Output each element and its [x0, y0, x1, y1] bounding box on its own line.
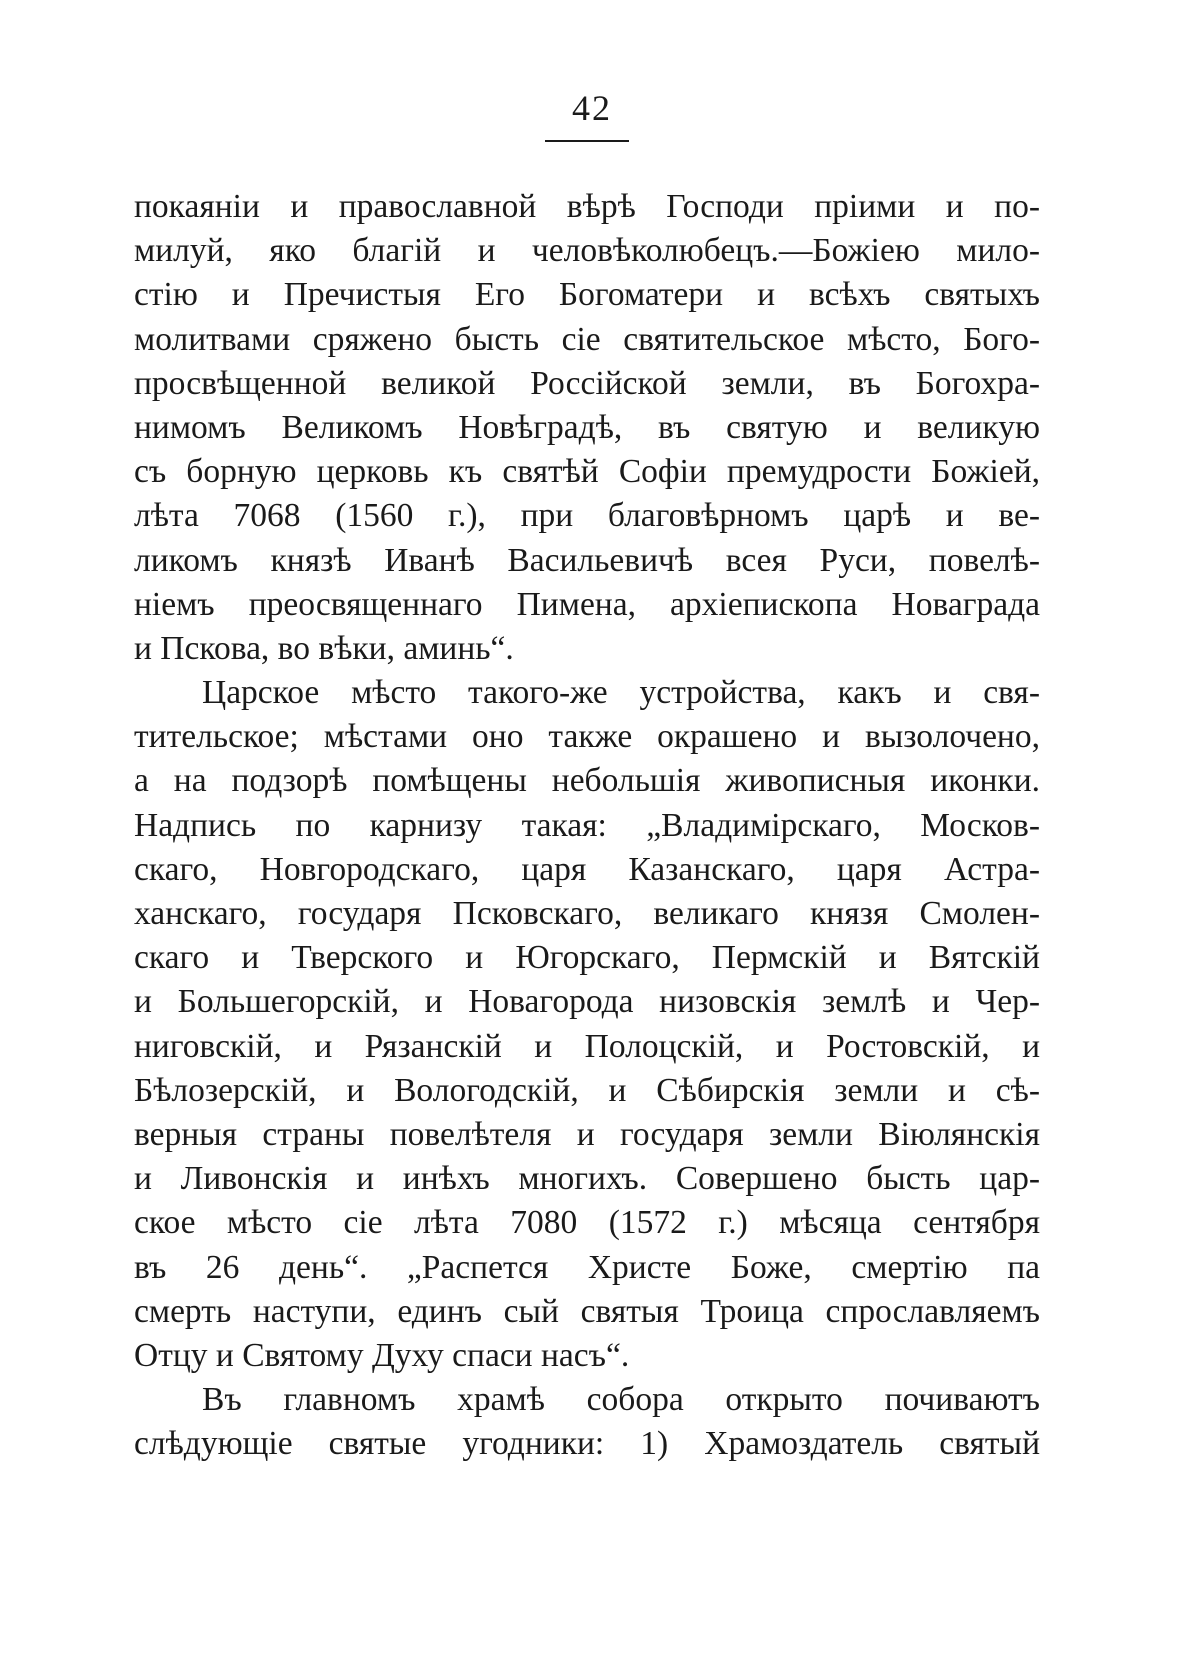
text-line: ніемъ преосвященнаго Пимена, архіепископа Новаграда: [134, 585, 1040, 623]
body-text: [134, 185, 1040, 1466]
text-line: тительское; мѣстами оно также окрашено и вызолочено,: [134, 718, 1040, 756]
page-number: 42: [572, 88, 612, 128]
text-line: Отцу и Святому Духу спаси насъ“.: [134, 1336, 630, 1374]
text-line: съ борную церковь къ святѣй Софіи премудрости Божіей,: [134, 453, 1040, 491]
text-line: скаго и Тверского и Югорскаго, Пермскій и Вятскій: [134, 939, 1040, 977]
text-line: въ 26 день“. „Распется Христе Боже, смертію па: [134, 1248, 1040, 1286]
text-line: лѣта 7068 (1560 г.), при благовѣрномъ царѣ и ве-: [134, 497, 1040, 535]
text-line: ханскаго, государя Псковскаго, великаго князя Смолен-: [134, 895, 1040, 932]
text-line: милуй, яко благій и человѣколюбецъ.—Божіею мило-: [134, 232, 1040, 270]
paragraph: [134, 185, 1040, 671]
text-line: Царское мѣсто такого-же устройства, какъ и свя-: [202, 674, 1040, 712]
text-line: Бѣлозерскій, и Вологодскій, и Сѣбирскія земли и сѣ-: [134, 1071, 1040, 1109]
text-line: ниговскій, и Рязанскій и Полоцскій, и Ростовскій, и: [134, 1027, 1040, 1065]
text-line: верныя страны повелѣтеля и государя земли Віюлянскія: [134, 1115, 1040, 1153]
paragraph: [134, 1378, 1040, 1466]
text-line: молитвами сряжено бысть сіе святительское мѣсто, Бого-: [134, 320, 1040, 358]
text-line: стію и Пречистыя Его Богоматери и всѣхъ святыхъ: [134, 276, 1040, 314]
text-line: ликомъ князѣ Иванѣ Васильевичѣ всея Руси, повелѣ-: [134, 541, 1040, 579]
text-line: Въ главномъ храмѣ собора открыто почиваютъ: [202, 1381, 1040, 1419]
text-line: скаго, Новгородскаго, царя Казанскаго, царя Астра-: [134, 850, 1040, 888]
text-line: ское мѣсто сіе лѣта 7080 (1572 г.) мѣсяца сентября: [134, 1204, 1040, 1242]
text-line: нимомъ Великомъ Новѣградѣ, въ святую и великую: [134, 408, 1040, 446]
text-line: и Большегорскій, и Новагорода низовскія землѣ и Чер-: [134, 983, 1040, 1021]
text-line: Надпись по карнизу такая: „Владимірскаго, Москов-: [134, 806, 1040, 844]
text-line: слѣдующіе святые угодники: 1) Храмоздатель святый: [134, 1425, 1040, 1463]
text-line: просвѣщенной великой Россійской земли, въ Богохра-: [134, 364, 1040, 402]
text-line: и Пскова, во вѣки, аминь“.: [134, 629, 514, 667]
text-line: покаяніи и православной вѣрѣ Господи пріими и по-: [134, 188, 1040, 225]
text-line: и Ливонскія и инѣхъ многихъ. Совершено бысть цар-: [134, 1160, 1040, 1198]
page-number-rule: [545, 140, 629, 142]
text-line: а на подзорѣ помѣщены небольшія живописныя иконки.: [134, 762, 1040, 800]
text-line: смерть наступи, единъ сый святыя Троица спрославляемъ: [134, 1292, 1040, 1330]
paragraph: [134, 671, 1040, 1378]
